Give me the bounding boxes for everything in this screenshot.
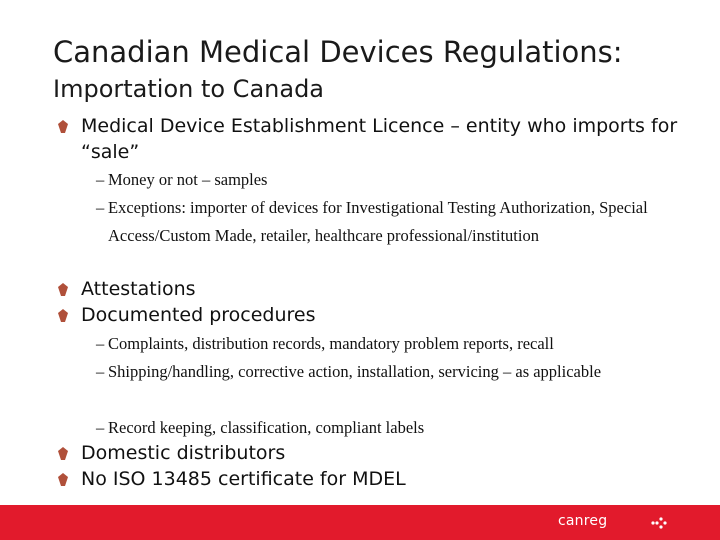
bullet-text: Attestations bbox=[81, 278, 196, 300]
canreg-logo-icon bbox=[650, 514, 668, 532]
bullet-icon bbox=[58, 309, 68, 322]
bullet-icon bbox=[58, 283, 68, 296]
bullet-icon bbox=[58, 473, 68, 486]
dash-marker: – bbox=[96, 198, 105, 217]
slide-title bbox=[53, 32, 703, 106]
sub-bullet-text: Exceptions: importer of devices for Investigational Testing Authorization, Special Access/Custom Made, retailer, healthcare professional/institution bbox=[108, 198, 648, 245]
sub-bullet-text: Shipping/handling, corrective action, installation, servicing – as applicable bbox=[108, 362, 602, 381]
sub-bullet-text: Complaints, distribution records, mandatory problem reports, recall bbox=[108, 334, 554, 353]
dash-marker: – bbox=[96, 362, 105, 381]
bullet-text: Medical Device Establishment Licence – entity who imports for “sale” bbox=[81, 115, 678, 163]
title-line-1: Canadian Medical Devices Regulations: bbox=[53, 35, 623, 69]
bullet-icon bbox=[58, 447, 68, 460]
sub-bullet-text: Record keeping, classification, compliant labels bbox=[108, 418, 425, 437]
dash-marker: – bbox=[96, 418, 105, 437]
dash-marker: – bbox=[96, 334, 105, 353]
title-line-2: Importation to Canada bbox=[53, 75, 325, 103]
bullet-text: Documented procedures bbox=[81, 304, 316, 326]
canreg-logo-text: canreg bbox=[558, 513, 608, 529]
footer-bar bbox=[0, 505, 720, 540]
bullet-text: No ISO 13485 certificate for MDEL bbox=[81, 468, 406, 490]
sub-bullet-text: Money or not – samples bbox=[108, 170, 268, 189]
dash-marker: – bbox=[96, 170, 105, 189]
bullet-text: Domestic distributors bbox=[81, 442, 286, 464]
bullet-icon bbox=[58, 120, 68, 133]
